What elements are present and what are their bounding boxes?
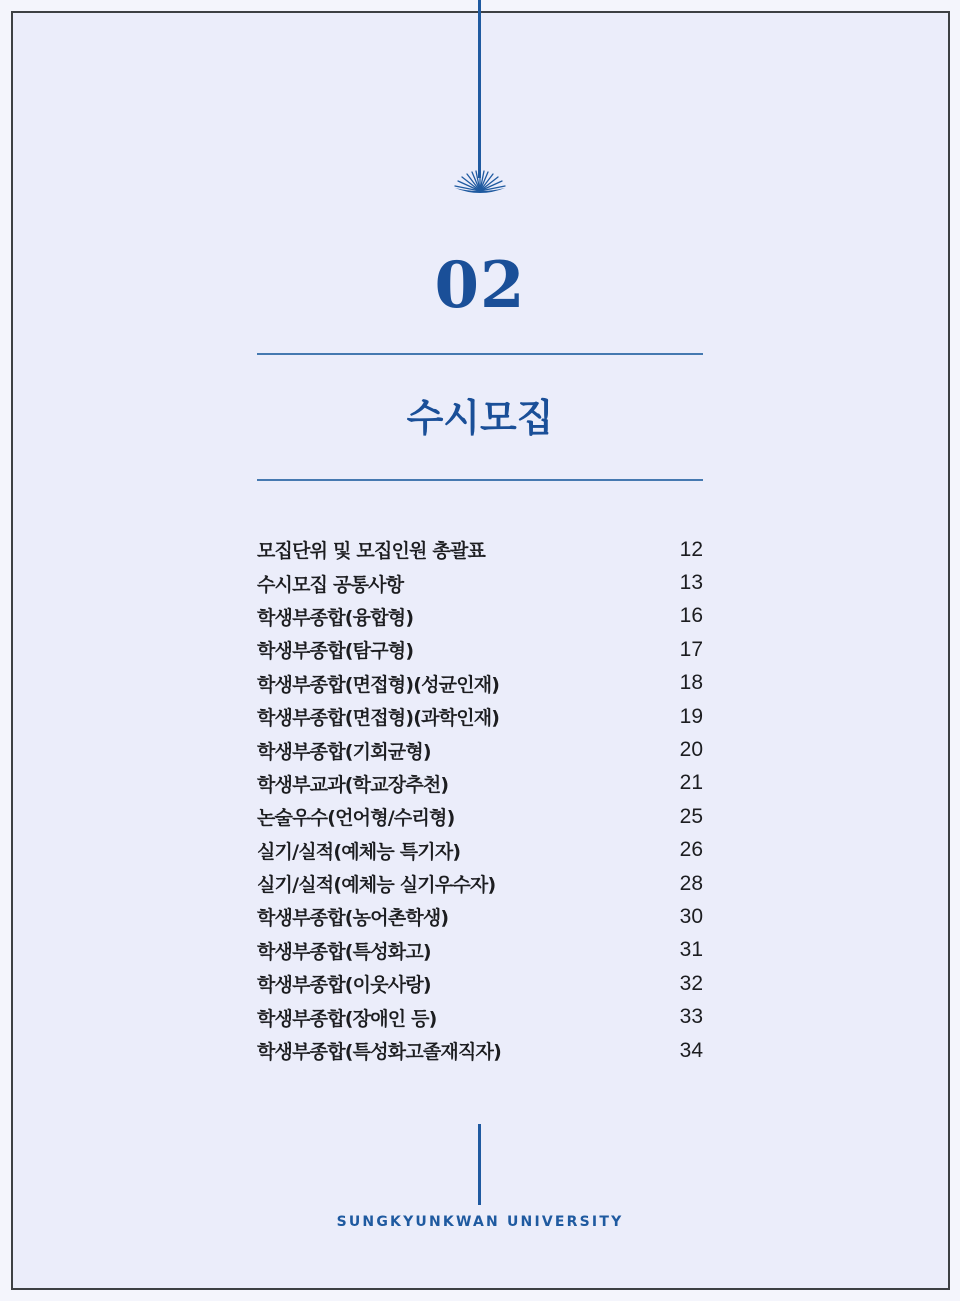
toc-entry-label: 실기/실적(예체능 실기우수자) xyxy=(257,874,496,897)
title-divider-top xyxy=(257,353,703,355)
toc-entry[interactable] xyxy=(257,667,703,700)
toc-entry[interactable] xyxy=(257,533,703,566)
toc-entry[interactable] xyxy=(257,867,703,900)
toc-entry-label: 학생부종합(탐구형) xyxy=(257,640,414,663)
section-title: 수시모집 xyxy=(406,396,554,440)
toc-entry-label: 학생부종합(특성화고) xyxy=(257,940,431,963)
toc-entry[interactable] xyxy=(257,900,703,933)
toc-entry-label: 학생부종합(면접형)(성균인재) xyxy=(257,673,500,696)
top-vertical-line xyxy=(478,0,481,178)
toc-entry[interactable] xyxy=(257,700,703,733)
toc-entry-label: 학생부종합(특성화고졸재직자) xyxy=(257,1041,501,1064)
toc-entry[interactable] xyxy=(257,1000,703,1033)
chapter-number: 02 xyxy=(434,248,526,323)
toc-entry-label: 학생부종합(이웃사랑) xyxy=(257,974,431,997)
toc-entry-label: 수시모집 공통사항 xyxy=(257,573,404,596)
toc-entry-page: 32 xyxy=(679,971,703,995)
toc-entry-page: 28 xyxy=(679,871,703,895)
toc-entry-label: 학생부종합(면접형)(과학인재) xyxy=(257,707,500,730)
toc-entry-label: 학생부교과(학교장추천) xyxy=(257,773,449,796)
toc-entry[interactable] xyxy=(257,800,703,833)
toc-entry-page: 17 xyxy=(679,637,703,661)
toc-entry-page: 34 xyxy=(679,1038,703,1062)
toc-entry-page: 20 xyxy=(679,738,703,762)
toc-entry-label: 모집단위 및 모집인원 총괄표 xyxy=(257,540,486,563)
toc-entry-page: 18 xyxy=(679,671,703,695)
toc-entry-label: 학생부종합(장애인 등) xyxy=(257,1007,437,1030)
sunburst-icon xyxy=(453,170,507,198)
toc-entry-label: 학생부종합(농어촌학생) xyxy=(257,907,449,930)
toc-entry-page: 16 xyxy=(679,604,703,628)
toc-entry[interactable] xyxy=(257,967,703,1000)
toc-entry-page: 12 xyxy=(679,537,703,561)
toc-entry-label: 논술우수(언어형/수리형) xyxy=(257,807,455,830)
toc-entry-page: 19 xyxy=(679,704,703,728)
toc-entry[interactable] xyxy=(257,834,703,867)
bottom-vertical-line xyxy=(478,1124,481,1205)
toc-entry[interactable] xyxy=(257,600,703,633)
toc-entry-page: 30 xyxy=(679,904,703,928)
toc-entry-label: 실기/실적(예체능 특기자) xyxy=(257,840,461,863)
toc-entry-page: 25 xyxy=(679,804,703,828)
toc-entry-page: 33 xyxy=(679,1005,703,1029)
university-name: SUNGKYUNKWAN UNIVERSITY xyxy=(336,1214,624,1230)
toc-entry-label: 학생부종합(융합형) xyxy=(257,606,414,629)
toc-entry[interactable] xyxy=(257,767,703,800)
toc-entry-page: 21 xyxy=(679,771,703,795)
toc-entry[interactable] xyxy=(257,733,703,766)
toc-entry[interactable] xyxy=(257,566,703,599)
toc-entry[interactable] xyxy=(257,1034,703,1067)
toc-entry-page: 31 xyxy=(679,938,703,962)
title-divider-bottom xyxy=(257,479,703,481)
toc-entry-label: 학생부종합(기회균형) xyxy=(257,740,431,763)
toc-entry-page: 26 xyxy=(679,838,703,862)
toc-entry[interactable] xyxy=(257,633,703,666)
toc-entry[interactable] xyxy=(257,934,703,967)
table-of-contents xyxy=(257,533,703,1067)
toc-entry-page: 13 xyxy=(679,571,703,595)
